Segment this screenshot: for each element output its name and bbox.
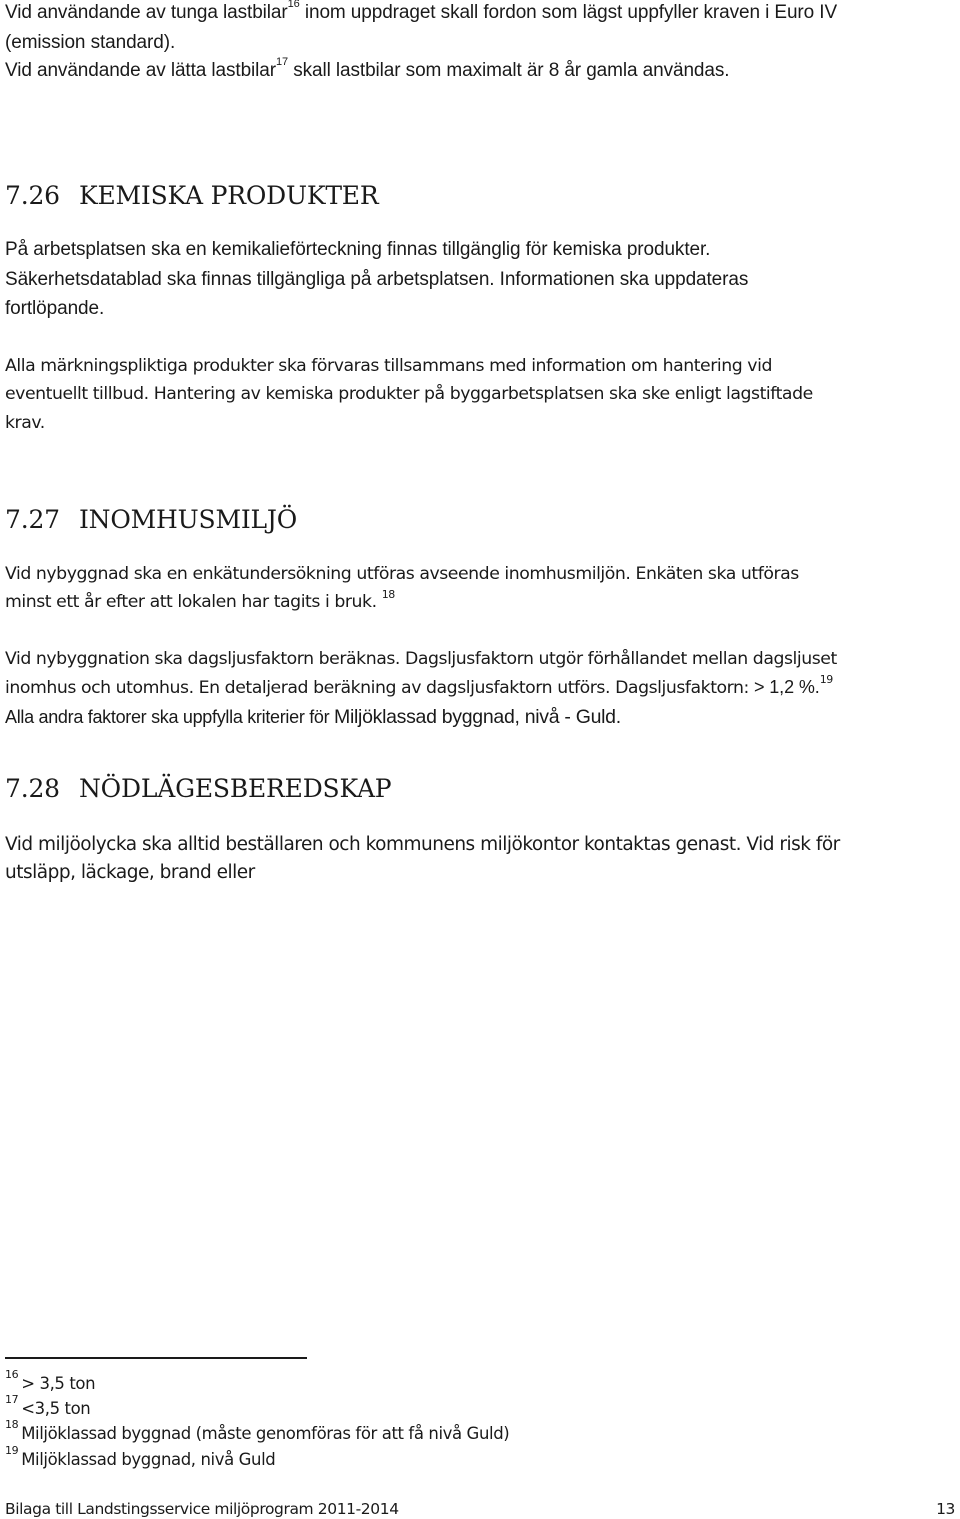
heading-number: 7.26	[5, 181, 60, 210]
para-markning-line-2: eventuellt tillbud. Hantering av kemiska produkter på byggarbetsplatsen ska ske enligt lagstiftade	[5, 384, 813, 404]
heading-7-28	[5, 774, 391, 803]
para-nodlage-line-2: utsläpp, läckage, brand eller	[5, 862, 255, 883]
footnote-ref-19[interactable]: 19	[819, 673, 833, 686]
para-markning-line-1: Alla märkningspliktiga produkter ska förvaras tillsammans med information om hantering vid	[5, 356, 772, 376]
footer-title: Bilaga till Landstingsservice miljöprogram 2011-2014	[5, 1500, 399, 1518]
page-number: 13	[936, 1500, 955, 1518]
intro-line-1: Vid användande av tunga lastbilar$^{16}$ inom uppdraget skall fordon som lägst uppfyller kraven i Euro IV	[5, 0, 838, 23]
heading-title: NÖDLÄGESBEREDSKAP	[79, 774, 392, 803]
heading-7-27	[5, 505, 297, 534]
intro-line-3: Vid användande av lätta lastbilar$^{17}$ skall lastbilar som maximalt är 8 år gamla användas.	[5, 56, 730, 81]
para-faktorer: Alla andra faktorer ska uppfylla kriterier för Miljöklassad byggnad, nivå - Guld.	[5, 706, 621, 728]
para-inomhus-line-2: minst ett år efter att lokalen har tagits i bruk. $^{18}$	[5, 588, 395, 612]
para-markning-line-3: krav.	[5, 413, 45, 433]
heading-title: KEMISKA PRODUKTER	[79, 181, 379, 210]
footnote-17: $^{17}$ <3,5 ton	[5, 1393, 91, 1418]
footnote-ref-16[interactable]: 16	[287, 0, 300, 10]
heading-number: 7.27	[5, 505, 60, 534]
footnote-18: $^{18}$ Miljöklassad byggnad (måste genomföras för att få nivå Guld)	[5, 1418, 510, 1443]
footnote-divider	[5, 1357, 307, 1359]
para-dagsljus-line-1: Vid nybyggnation ska dagsljusfaktorn beräknas. Dagsljusfaktorn utgör förhållandet mellan dagsljuset	[5, 649, 837, 669]
heading-number: 7.28	[5, 774, 60, 803]
intro-line-2: (emission standard).	[5, 32, 176, 53]
para-dagsljus-line-2: inomhus och utomhus. En detaljerad beräkning av dagsljusfaktorn utförs. Dagsljusfaktorn: > 1,2 %.$^{19}$	[5, 673, 833, 698]
heading-7-26	[5, 181, 378, 210]
para-inomhus-line-1: Vid nybyggnad ska en enkätundersökning utföras avseende inomhusmiljön. Enkäten ska utföras	[5, 564, 799, 584]
miljoklassad-text: Miljöklassad byggnad, nivå - Guld.	[334, 706, 621, 728]
dagsljus-value: > 1,2 %.	[753, 677, 820, 697]
para-kemiska-line-3: fortlöpande.	[5, 298, 105, 319]
heading-title: INOMHUSMILJÖ	[79, 505, 298, 534]
para-kemiska-line-2: Säkerhetsdatablad ska finnas tillgängliga på arbetsplatsen. Informationen ska uppdateras	[5, 269, 749, 290]
footnote-16: $^{16}$ > 3,5 ton	[5, 1368, 96, 1393]
footnote-19: $^{19}$ Miljöklassad byggnad, nivå Guld	[5, 1444, 276, 1469]
footnote-ref-17[interactable]: 17	[276, 56, 289, 68]
page-footer	[5, 1500, 955, 1518]
para-kemiska-line-1: På arbetsplatsen ska en kemikalieförteckning finnas tillgänglig för kemiska produkter.	[5, 239, 711, 260]
footnote-ref-18[interactable]: 18	[381, 588, 395, 601]
para-nodlage-line-1: Vid miljöolycka ska alltid beställaren och kommunens miljökontor kontaktas genast. Vid risk för	[5, 834, 840, 855]
